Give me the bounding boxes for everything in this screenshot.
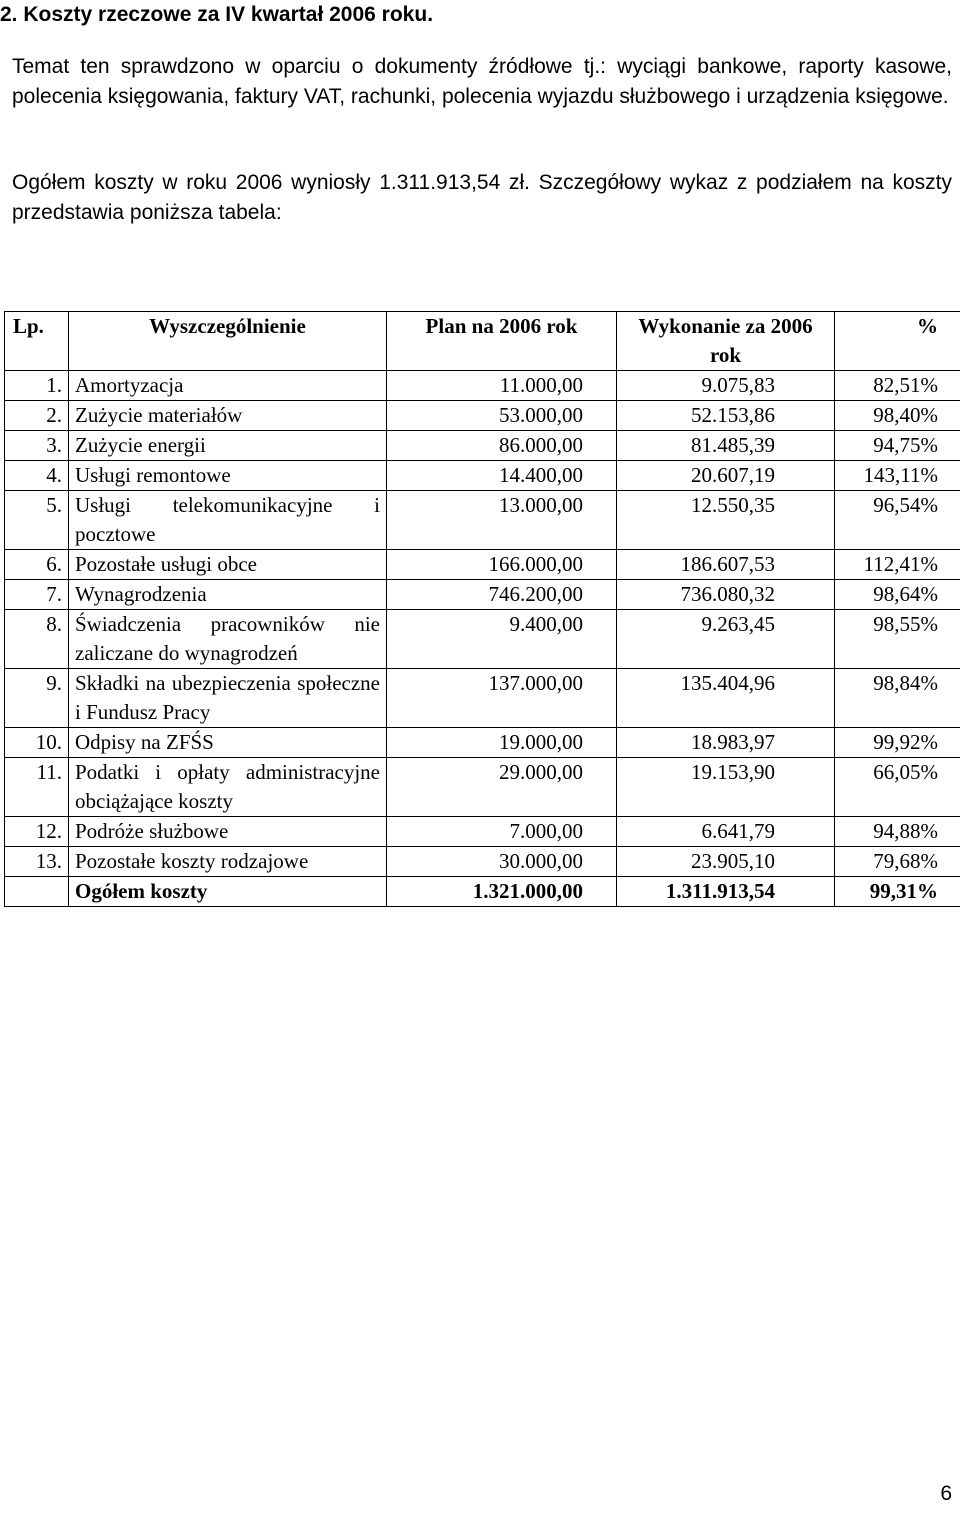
cell-pct: 66,05% — [835, 758, 960, 817]
page-number: 6 — [940, 1482, 952, 1505]
cell-plan: 30.000,00 — [387, 847, 617, 877]
cell-lp: 1. — [5, 371, 69, 401]
cell-name: Świadczenia pracowników nie zaliczane do wynagrodzeń — [69, 610, 387, 669]
cell-lp: 4. — [5, 461, 69, 491]
cell-plan: 53.000,00 — [387, 401, 617, 431]
costs-table — [4, 311, 960, 907]
cell-name: Usługi telekomunikacyjne i pocztowe — [69, 491, 387, 550]
cell-plan: 14.400,00 — [387, 461, 617, 491]
cell-lp: 7. — [5, 580, 69, 610]
table-header-row — [5, 312, 960, 371]
cell-exec: 20.607,19 — [617, 461, 835, 491]
cell-name: Podatki i opłaty administracyjne obciążające koszty — [69, 758, 387, 817]
section-heading: 2. Koszty rzeczowe za IV kwartał 2006 roku. — [0, 3, 434, 26]
table-row — [5, 401, 960, 431]
table-row — [5, 728, 960, 758]
cell-name: Zużycie materiałów — [69, 401, 387, 431]
cell-exec: 1.311.913,54 — [617, 877, 835, 907]
cell-name: Usługi remontowe — [69, 461, 387, 491]
cell-pct: 99,92% — [835, 728, 960, 758]
cell-exec: 186.607,53 — [617, 550, 835, 580]
cell-plan: 11.000,00 — [387, 371, 617, 401]
table-row — [5, 550, 960, 580]
cell-pct: 96,54% — [835, 491, 960, 550]
cell-plan: 86.000,00 — [387, 431, 617, 461]
cell-pct: 99,31% — [835, 877, 960, 907]
header-lp: Lp. — [5, 312, 69, 371]
table-row — [5, 817, 960, 847]
intro-paragraph: Temat ten sprawdzono w oparciu o dokumenty źródłowe tj.: wyciągi bankowe, raporty kasowe, polecenia księgowania, faktury VAT, rachunki, polecenia wyjazdu służbowego i urządzenia księgowe. — [12, 55, 952, 108]
cell-exec: 81.485,39 — [617, 431, 835, 461]
header-name: Wyszczególnienie — [69, 312, 387, 371]
cell-exec: 18.983,97 — [617, 728, 835, 758]
cell-plan: 13.000,00 — [387, 491, 617, 550]
cell-pct: 98,64% — [835, 580, 960, 610]
cell-pct: 143,11% — [835, 461, 960, 491]
table-row — [5, 847, 960, 877]
cell-pct: 94,75% — [835, 431, 960, 461]
cell-pct: 98,55% — [835, 610, 960, 669]
cell-name: Zużycie energii — [69, 431, 387, 461]
cell-plan: 137.000,00 — [387, 669, 617, 728]
cell-lp — [5, 877, 69, 907]
cell-exec: 52.153,86 — [617, 401, 835, 431]
cell-pct: 112,41% — [835, 550, 960, 580]
cell-name: Podróże służbowe — [69, 817, 387, 847]
table-row — [5, 491, 960, 550]
cell-plan: 9.400,00 — [387, 610, 617, 669]
cell-plan: 166.000,00 — [387, 550, 617, 580]
cell-exec: 736.080,32 — [617, 580, 835, 610]
cell-lp: 3. — [5, 431, 69, 461]
cell-lp: 2. — [5, 401, 69, 431]
cell-lp: 11. — [5, 758, 69, 817]
header-pct: % — [835, 312, 960, 371]
header-plan: Plan na 2006 rok — [387, 312, 617, 371]
cell-plan: 7.000,00 — [387, 817, 617, 847]
table-row — [5, 431, 960, 461]
cell-exec: 135.404,96 — [617, 669, 835, 728]
table-row — [5, 580, 960, 610]
cell-lp: 10. — [5, 728, 69, 758]
cell-name: Odpisy na ZFŚS — [69, 728, 387, 758]
cell-name: Pozostałe koszty rodzajowe — [69, 847, 387, 877]
cell-name: Składki na ubezpieczenia społeczne i Fundusz Pracy — [69, 669, 387, 728]
cell-lp: 5. — [5, 491, 69, 550]
cell-lp: 12. — [5, 817, 69, 847]
cell-name: Wynagrodzenia — [69, 580, 387, 610]
cell-lp: 6. — [5, 550, 69, 580]
cell-exec: 12.550,35 — [617, 491, 835, 550]
table-row — [5, 371, 960, 401]
cell-name: Pozostałe usługi obce — [69, 550, 387, 580]
cell-lp: 9. — [5, 669, 69, 728]
table-row — [5, 758, 960, 817]
cell-plan: 1.321.000,00 — [387, 877, 617, 907]
cell-name: Amortyzacja — [69, 371, 387, 401]
table-total-row — [5, 877, 960, 907]
table-row — [5, 610, 960, 669]
cell-pct: 98,40% — [835, 401, 960, 431]
cell-pct: 79,68% — [835, 847, 960, 877]
cell-exec: 23.905,10 — [617, 847, 835, 877]
cell-pct: 94,88% — [835, 817, 960, 847]
cell-exec: 9.263,45 — [617, 610, 835, 669]
cell-plan: 746.200,00 — [387, 580, 617, 610]
cell-lp: 8. — [5, 610, 69, 669]
cell-exec: 19.153,90 — [617, 758, 835, 817]
cell-exec: 6.641,79 — [617, 817, 835, 847]
cell-exec: 9.075,83 — [617, 371, 835, 401]
summary-paragraph: Ogółem koszty w roku 2006 wyniosły 1.311.913,54 zł. Szczegółowy wykaz z podziałem na koszty przedstawia poniższa tabela: — [12, 171, 952, 224]
cell-lp: 13. — [5, 847, 69, 877]
cell-name: Ogółem koszty — [69, 877, 387, 907]
table-row — [5, 669, 960, 728]
cell-plan: 19.000,00 — [387, 728, 617, 758]
cell-pct: 98,84% — [835, 669, 960, 728]
table-row — [5, 461, 960, 491]
cell-plan: 29.000,00 — [387, 758, 617, 817]
header-exec: Wykonanie za 2006 rok — [617, 312, 835, 371]
cell-pct: 82,51% — [835, 371, 960, 401]
